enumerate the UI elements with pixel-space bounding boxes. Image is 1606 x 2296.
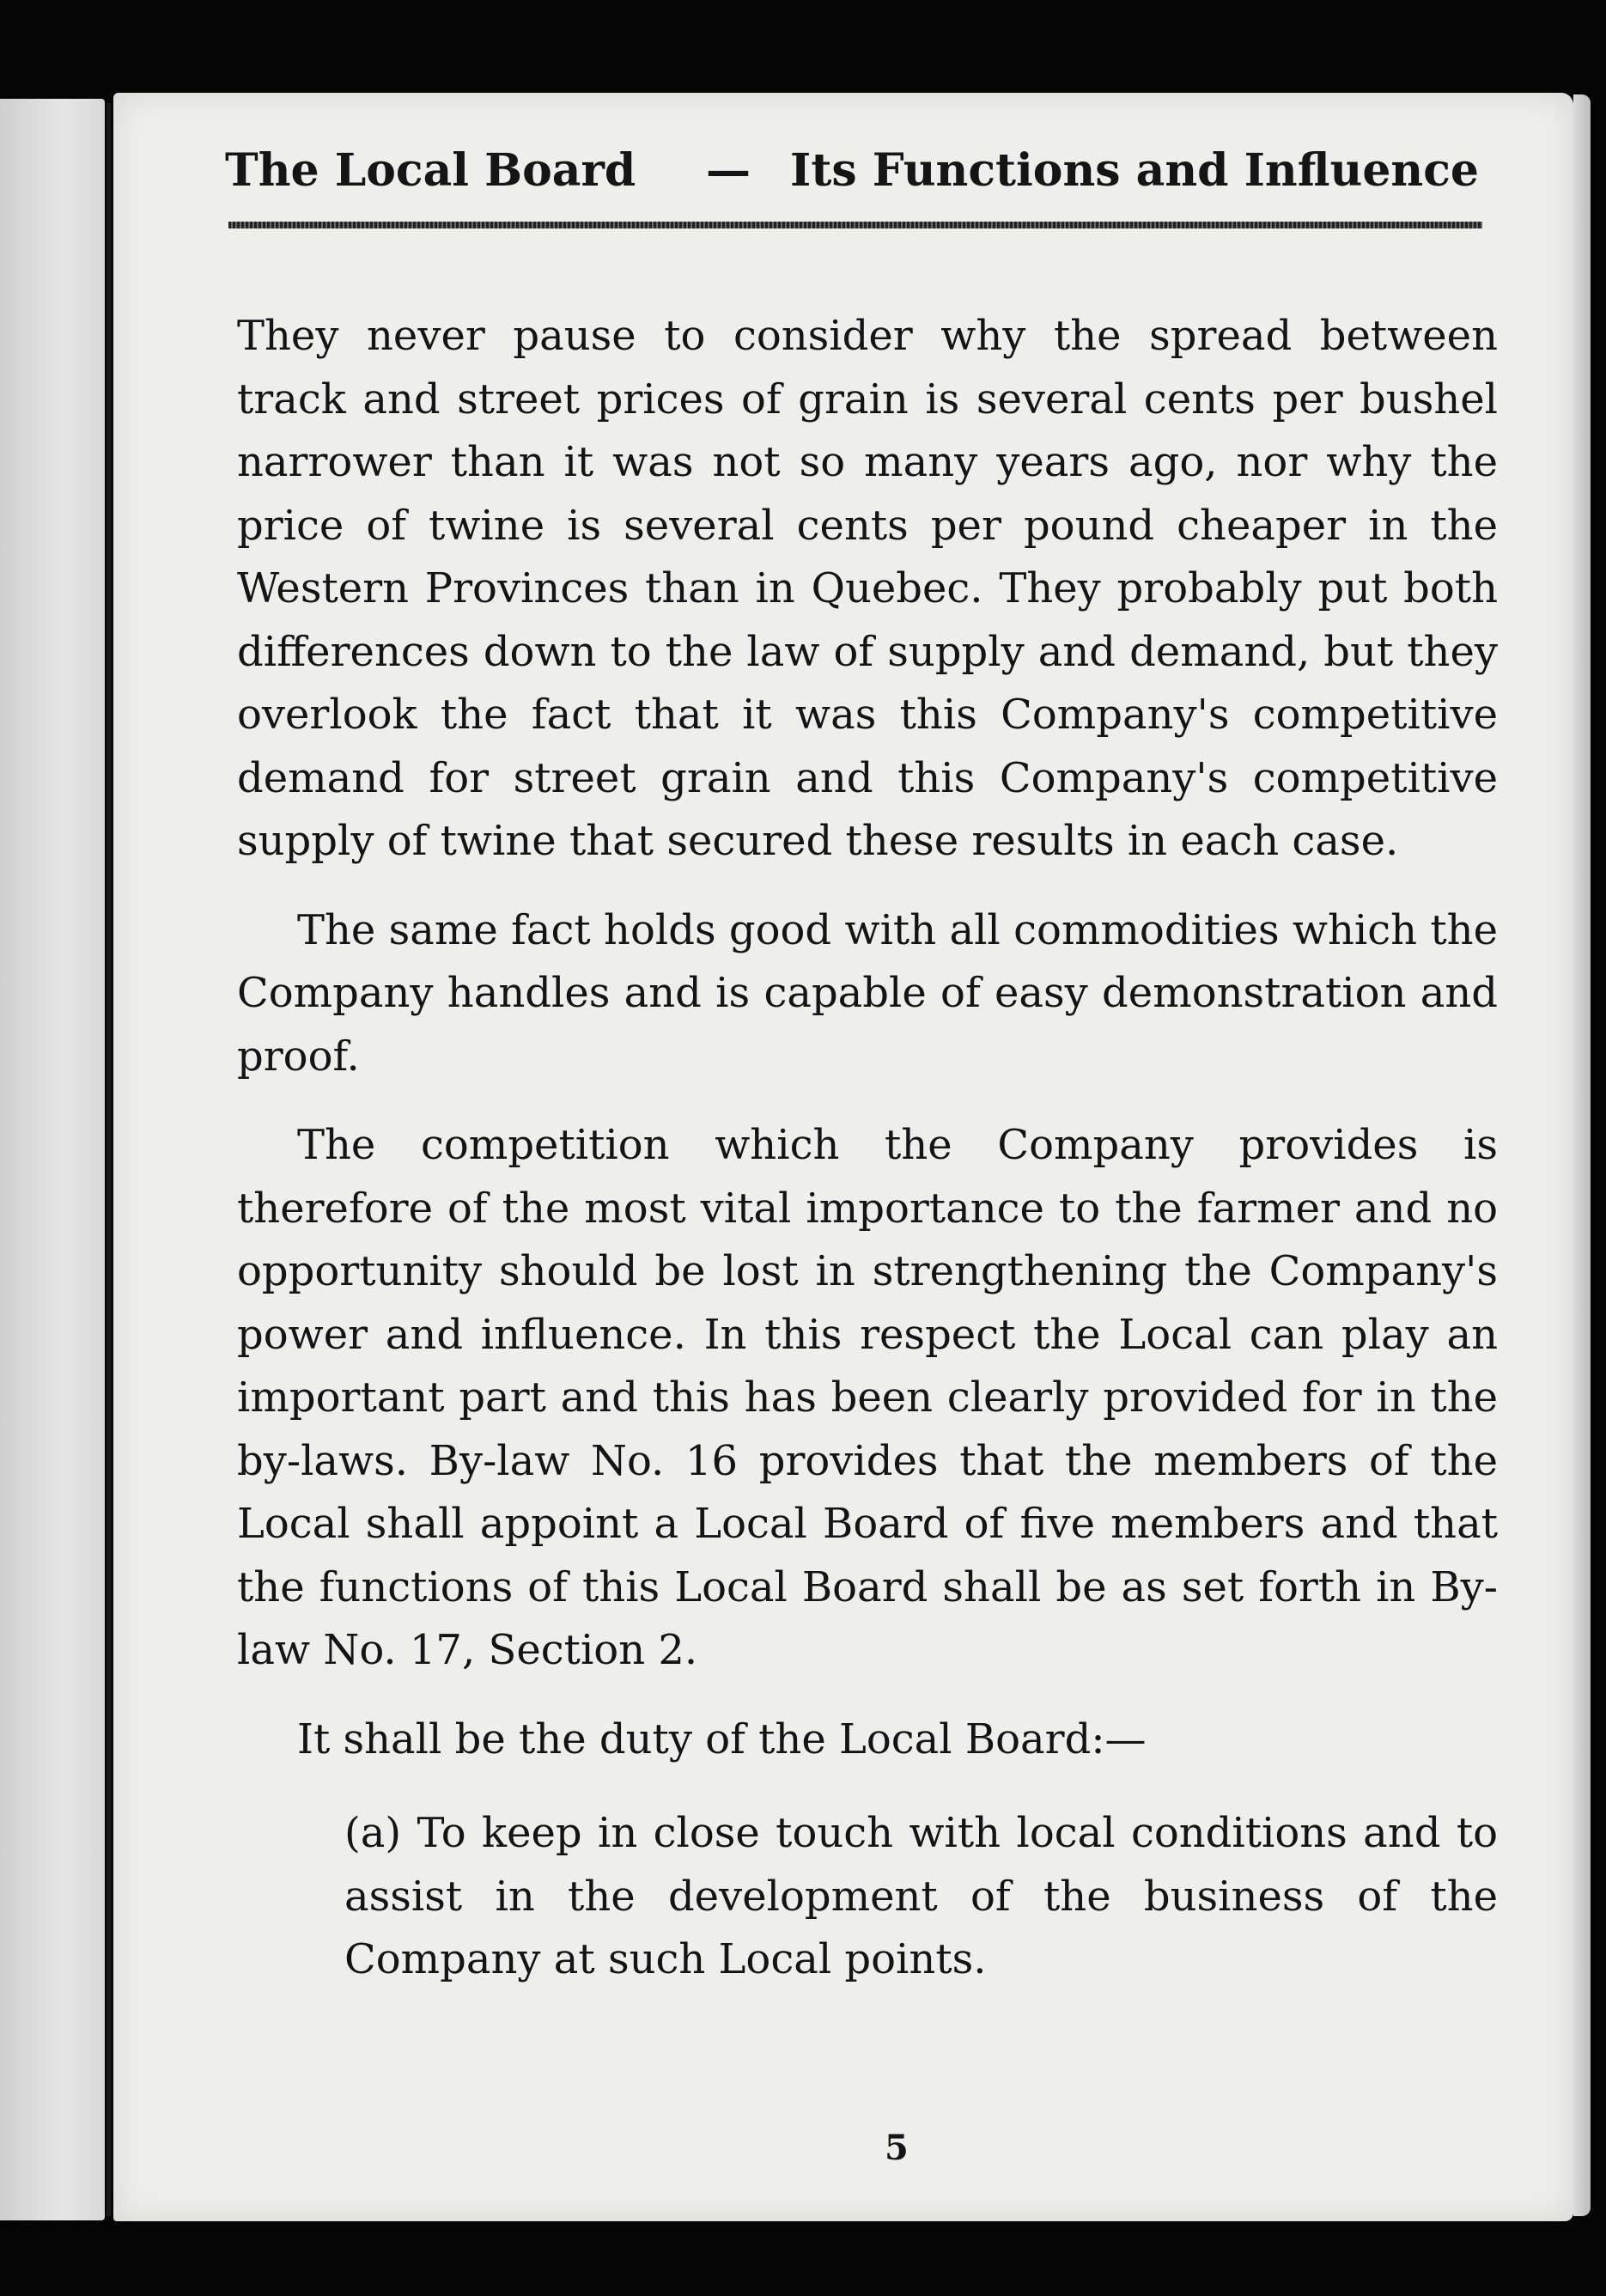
running-head-dash: —: [706, 144, 751, 197]
gutter-line: [106, 103, 111, 2216]
paragraph-3: The competition which the Company provides is therefore of the most vital importance to the farmer and no opportunity should be lost in strengthening the Company's power and influence. In this respect the Local can play an important part and this has been clearly provided for in the by-laws. By-law No. 16 provides that the members of the Local shall appoint a Local Board of five members and that the functions of this Local Board shall be as set forth in By-law No. 17, Section 2.: [237, 1121, 1498, 1674]
page-edge: [1573, 94, 1591, 2216]
page-number: 5: [885, 2128, 909, 2168]
duty-lead-in: It shall be the duty of the Local Board:—: [297, 1714, 1147, 1763]
facing-page-edge: [0, 99, 105, 2220]
paragraph-1: They never pause to consider why the spread between track and street prices of grain is several cents per bushel narrower than it was not so many years ago, nor why the price of twine is several cents per pound cheaper in the Western Provinces than in Quebec. They probably put both differences down to the law of supply and demand, but they overlook the fact that it was this Company's competitive demand for street grain and this Company's competitive supply of twine that secured these results in each case.: [237, 312, 1498, 865]
running-head-left: The Local Board: [225, 144, 636, 197]
header-rule: [228, 222, 1482, 228]
duty-item-a: (a) To keep in close touch with local conditions and to assist in the development of the business of the Company at such Local points.: [344, 1809, 1498, 1983]
running-head: [225, 144, 1479, 204]
paragraph-2: The same fact holds good with all commodities which the Company handles and is capable of easy demonstration and proof.: [237, 905, 1498, 1081]
body-text: [237, 305, 1498, 1992]
running-head-right: Its Functions and Influence: [790, 144, 1479, 197]
